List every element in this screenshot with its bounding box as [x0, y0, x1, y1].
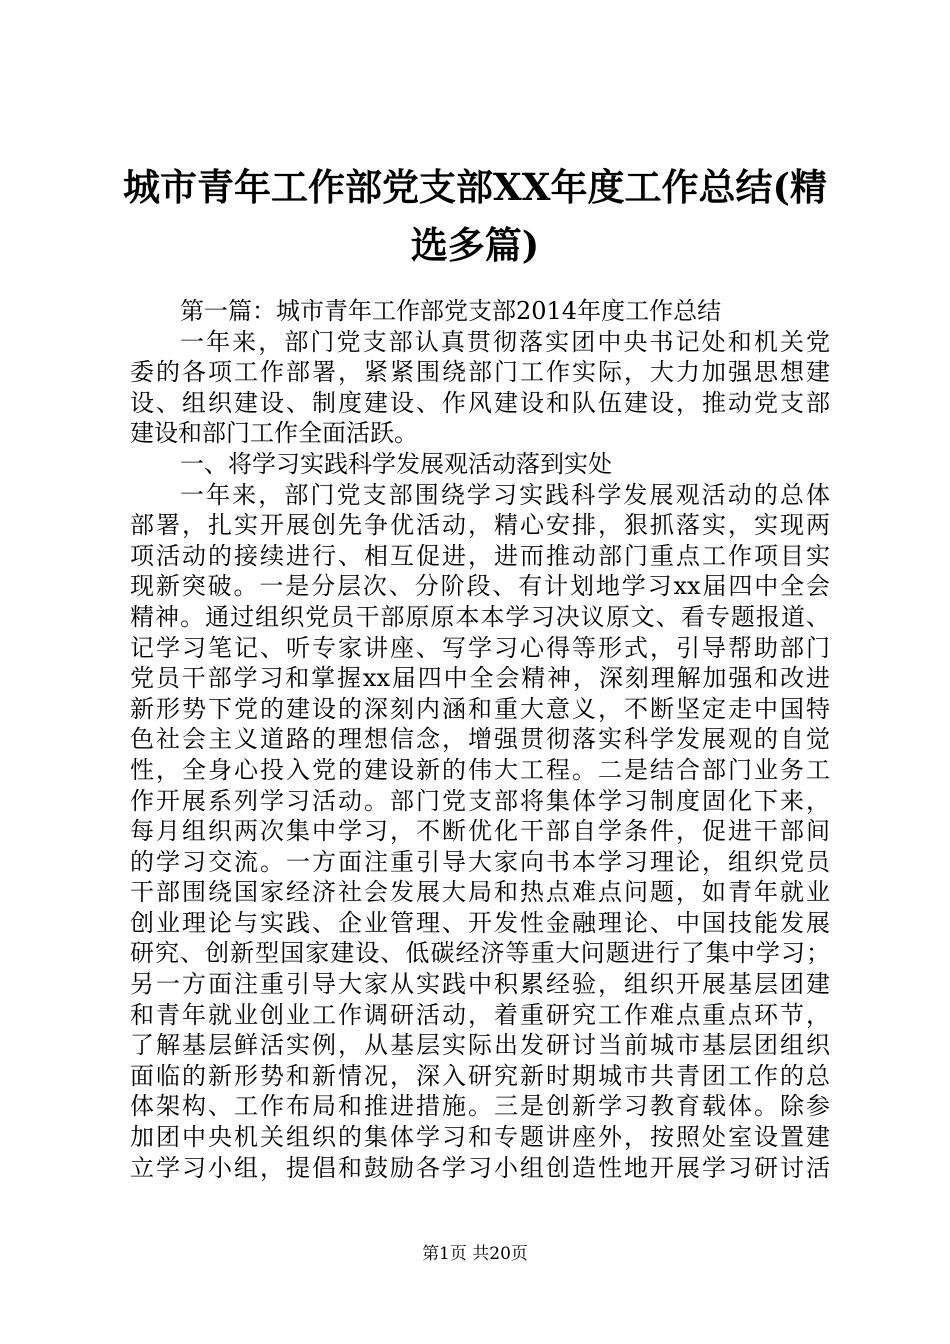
- body-line: 委的各项工作部署，紧紧围绕部门工作实际，大力加强思想建: [130, 358, 830, 387]
- body-line: 创业理论与实践、企业管理、开发性金融理论、中国技能发展: [130, 908, 830, 937]
- body-line: 体架构、工作布局和推进措施。三是创新学习教育载体。除参: [130, 1092, 830, 1121]
- body-line: 项活动的接续进行、相互促进，进而推动部门重点工作项目实: [130, 541, 830, 570]
- body-line: 加团中央机关组织的集体学习和专题讲座外，按照处室设置建: [130, 1123, 830, 1152]
- document-title: 城市青年工作部党支部XX年度工作总结(精选多篇): [123, 165, 827, 267]
- body-line: 性，全身心投入党的建设新的伟大工程。二是结合部门业务工: [130, 755, 830, 784]
- body-line: 立学习小组，提倡和鼓励各学习小组创造性地开展学习研讨活: [130, 1153, 830, 1182]
- body-line: 记学习笔记、听专家讲座、写学习心得等形式，引导帮助部门: [130, 633, 830, 662]
- body-line: 第一篇：城市青年工作部党支部2014年度工作总结: [180, 297, 722, 325]
- body-line: 色社会主义道路的理想信念，增强贯彻落实科学发展观的自觉: [130, 725, 830, 754]
- body-line: 干部围绕国家经济社会发展大局和热点难点问题，如青年就业: [130, 878, 830, 907]
- body-line: 建设和部门工作全面活跃。: [130, 419, 418, 448]
- body-line: 作开展系列学习活动。部门党支部将集体学习制度固化下来，: [130, 786, 830, 815]
- body-line: 一年来，部门党支部围绕学习实践科学发展观活动的总体: [180, 480, 830, 509]
- body-line: 新形势下党的建设的深刻内涵和重大意义，不断坚定走中国特: [130, 694, 830, 723]
- body-line: 的学习交流。一方面注重引导大家向书本学习理论，组织党员: [130, 847, 830, 876]
- body-line: 现新突破。一是分层次、分阶段、有计划地学习xx届四中全会: [130, 572, 830, 601]
- body-line: 一、将学习实践科学发展观活动落到实处: [180, 449, 612, 478]
- document-body: [130, 296, 830, 1183]
- body-line: 了解基层鲜活实例，从基层实际出发研讨当前城市基层团组织: [130, 1031, 830, 1060]
- body-line: 精神。通过组织党员干部原原本本学习决议原文、看专题报道、: [130, 602, 830, 631]
- body-line: 和青年就业创业工作调研活动，着重研究工作难点重点环节，: [130, 1000, 830, 1029]
- body-line: 另一方面注重引导大家从实践中积累经验，组织开展基层团建: [130, 970, 830, 999]
- body-line: 部署，扎实开展创先争优活动，精心安排，狠抓落实，实现两: [130, 511, 830, 540]
- body-line: 研究、创新型国家建设、低碳经济等重大问题进行了集中学习；: [130, 939, 830, 968]
- body-line: 一年来，部门党支部认真贯彻落实团中央书记处和机关党: [180, 327, 830, 356]
- page-footer: 第1页 共20页: [422, 1244, 528, 1264]
- body-line: 设、组织建设、制度建设、作风建设和队伍建设，推动党支部: [130, 388, 830, 417]
- body-line: 党员干部学习和掌握xx届四中全会精神，深刻理解加强和改进: [130, 664, 830, 693]
- body-line: 每月组织两次集中学习，不断优化干部自学条件，促进干部间: [130, 817, 830, 846]
- body-line: 面临的新形势和新情况，深入研究新时期城市共青团工作的总: [130, 1061, 830, 1090]
